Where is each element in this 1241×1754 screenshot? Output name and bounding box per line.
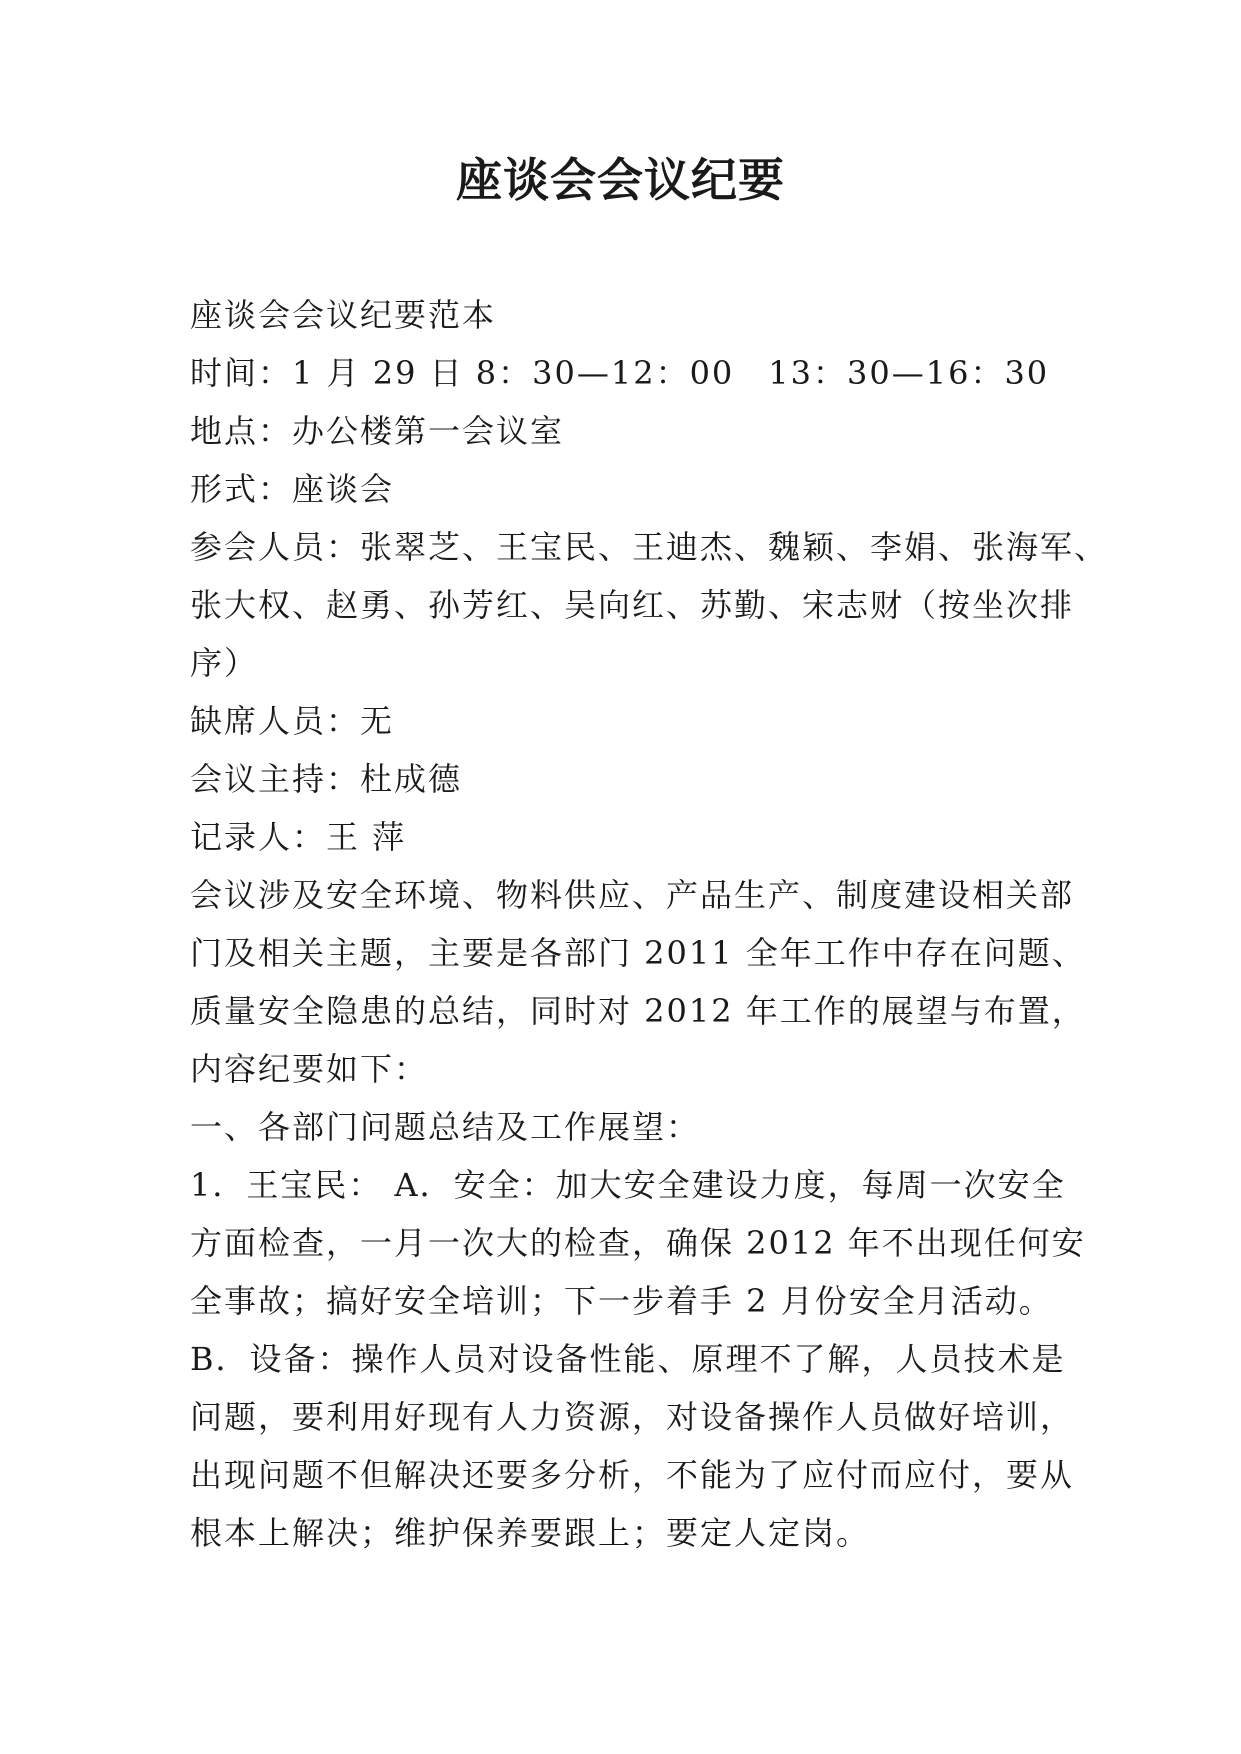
text-line: 会议涉及安全环境、物料供应、产品生产、制度建设相关部 xyxy=(190,876,1075,914)
text-line: 质量安全隐患的总结，同时对 2012 年工作的展望与布置， xyxy=(190,992,1086,1030)
text-line: 出现问题不但解决还要多分析，不能为了应付而应付，要从 xyxy=(190,1456,1075,1494)
text-line: 座谈会会议纪要范本 xyxy=(190,296,497,334)
text-line: 时间：1 月 29 日 8：30—12：00 13：30—16：30 xyxy=(190,354,1050,392)
text-line: 1．王宝民： A．安全：加大安全建设力度，每周一次安全 xyxy=(190,1166,1066,1204)
document-title: 座谈会会议纪要 xyxy=(456,153,785,207)
text-line: 缺席人员：无 xyxy=(190,702,395,740)
text-line: 根本上解决；维护保养要跟上；要定人定岗。 xyxy=(190,1514,871,1552)
text-line: 方面检查，一月一次大的检查，确保 2012 年不出现任何安 xyxy=(190,1224,1086,1262)
text-line: 序） xyxy=(190,644,259,682)
text-line: 一、各部门问题总结及工作展望： xyxy=(190,1108,701,1146)
text-line: 参会人员：张翠芝、王宝民、王迪杰、魏颖、李娟、张海军、 xyxy=(190,528,1109,566)
text-line: 会议主持：杜成德 xyxy=(190,760,463,798)
text-line: B．设备：操作人员对设备性能、原理不了解，人员技术是 xyxy=(190,1340,1066,1378)
text-line: 形式：座谈会 xyxy=(190,470,395,508)
text-line: 张大权、赵勇、孙芳红、吴向红、苏勤、宋志财（按坐次排 xyxy=(190,586,1075,624)
text-line: 问题，要利用好现有人力资源，对设备操作人员做好培训， xyxy=(190,1398,1075,1436)
text-line: 地点：办公楼第一会议室 xyxy=(190,412,565,450)
text-line: 记录人：王 萍 xyxy=(190,818,407,856)
document-body xyxy=(190,286,1109,1562)
text-line: 全事故；搞好安全培训；下一步着手 2 月份安全月活动。 xyxy=(190,1282,1053,1320)
text-line: 门及相关主题，主要是各部门 2011 全年工作中存在问题、 xyxy=(190,934,1086,972)
text-line: 内容纪要如下： xyxy=(190,1050,429,1088)
